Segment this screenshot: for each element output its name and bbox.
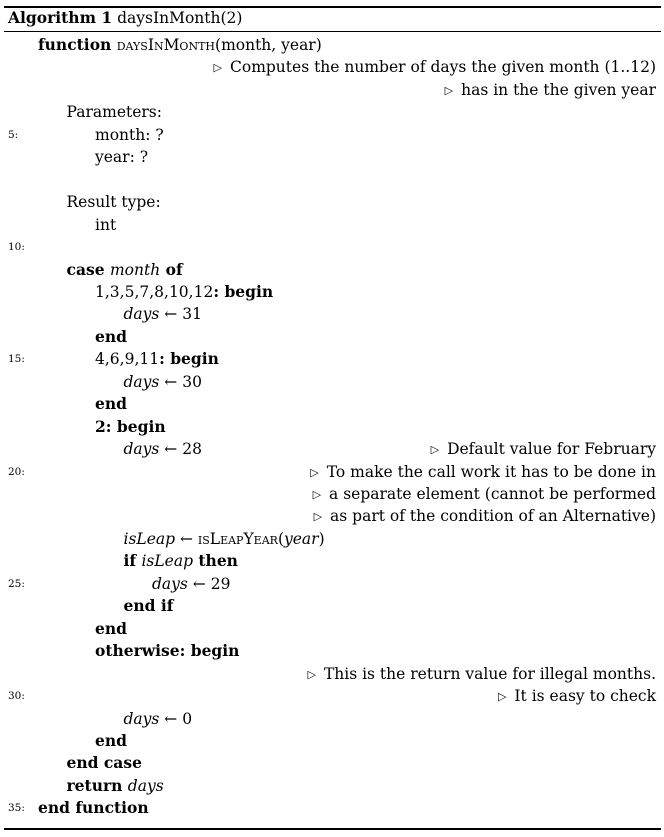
comment-triangle-icon: ▷ [313,510,323,524]
code-text [124,528,325,550]
algorithm-line [0,505,664,527]
comment [307,663,656,687]
algorithm-line [0,640,664,662]
code-text [95,393,127,415]
algorithm-line [0,79,664,101]
keyword: otherwise: begin [95,641,240,661]
code-token: int [95,215,117,234]
code-text [95,348,219,370]
algorithm-line [0,752,664,774]
comment-triangle-icon: ▷ [213,61,222,75]
line-number: 10: [8,241,25,254]
keyword: case [66,259,110,279]
algorithm-line [0,393,664,415]
comment-text: To make the call work it has to be done in [326,462,656,481]
comment [313,483,656,507]
algorithm-line [0,236,664,258]
comment-triangle-icon: ▷ [497,690,507,704]
line-number: 15: [8,353,25,366]
code-token: ← 28 [159,440,202,459]
code-text [95,416,166,438]
comment-triangle-icon: ▷ [310,465,319,479]
algorithm-line [0,797,664,819]
code-text [95,146,148,168]
algorithm-caption [8,8,242,28]
keyword: end case [66,753,142,773]
variable: days [123,372,160,391]
code-token: 1,3,5,7,8,10,12 [95,282,214,301]
algorithm-line [0,775,664,797]
comment [314,505,656,529]
variable: days [152,574,188,593]
comment [498,685,656,709]
comment-triangle-icon: ▷ [444,83,454,97]
line-number: 35: [8,802,25,815]
code-token: ) [318,529,325,548]
code-text [67,752,142,774]
algorithm-line [0,326,664,348]
algorithm-line [0,281,664,303]
comment [445,79,656,103]
algorithm-line [0,146,664,168]
keyword: 2: begin [95,416,166,436]
algorithm-line [0,550,664,572]
algorithm-line [0,438,664,460]
code-text [67,191,161,213]
algorithm-line [0,303,664,325]
code-token: ← 30 [159,372,202,391]
algorithm-line [0,124,664,146]
keyword: return [66,775,128,795]
keyword: end [95,730,127,750]
keyword: end function [38,798,149,818]
variable: isLeap [123,529,176,548]
variable: days [123,709,160,728]
code-text [38,797,149,819]
comment-text: Default value for February [447,440,656,459]
comment [310,461,656,485]
procedure-name: isLeapYear [197,529,278,548]
algorithm-line [0,461,664,483]
code-token: year: ? [95,148,149,167]
line-number: 5: [8,128,19,141]
keyword: of [160,259,183,279]
code-text [124,708,193,730]
comment-text: It is easy to check [514,687,656,706]
code-text [95,730,127,752]
code-token: Result type: [66,193,161,212]
keyword: end [95,394,127,414]
keyword: : begin [213,281,274,301]
code-token: 4,6,9,11 [95,350,160,369]
code-text [152,573,230,595]
line-number: 25: [8,577,25,590]
variable: year [284,529,319,548]
comment-text: has in the the given year [461,80,656,99]
comment-text: Computes the number of days the given month (1..12) [230,58,656,77]
algorithm-line [0,528,664,550]
code-text [95,640,239,662]
code-text [124,595,174,617]
variable: days [127,776,164,795]
caption-title: daysInMonth(2) [117,9,243,27]
keyword: : begin [159,349,219,369]
algorithm-line [0,101,664,123]
algorithm-line [0,169,664,191]
algorithm-line [0,663,664,685]
code-token: month: ? [95,125,164,144]
algorithm-line [0,730,664,752]
code-text [124,550,238,572]
algorithm-line [0,483,664,505]
code-text [95,281,273,303]
comment-text: as part of the condition of an Alternative) [330,507,656,526]
algorithm-line [0,685,664,707]
code-text [124,438,202,460]
code-text [95,326,127,348]
comment [214,56,656,80]
algorithm-line [0,573,664,595]
comment-text: a separate element (cannot be performed [329,485,656,503]
comment-triangle-icon: ▷ [312,488,322,501]
code-text [124,303,202,325]
variable: days [123,440,160,459]
comment-triangle-icon: ▷ [307,667,316,681]
keyword: function [38,35,117,54]
procedure-name: daysInMonth [116,36,216,54]
algorithm-line [0,618,664,640]
code-token: ← 31 [159,305,202,324]
algorithm-line [0,416,664,438]
code-token: ← 0 [159,709,193,728]
keyword: end if [123,596,174,616]
keyword: end [95,326,127,346]
code-text [67,259,183,281]
algorithm-line [0,191,664,213]
variable: days [123,305,160,324]
caption-label: Algorithm 1 [8,8,113,27]
bottom-rule [4,828,661,830]
keyword: if [123,551,142,571]
variable: isLeap [141,552,193,571]
code-text [124,371,202,393]
algorithm-line [0,259,664,281]
keyword: then [193,551,238,571]
comment-text: This is the return value for illegal months. [323,664,656,683]
algorithm-line [0,371,664,393]
algorithm-line [0,348,664,370]
code-text [67,775,164,797]
algorithm-line [0,708,664,730]
code-text [67,101,162,123]
code-text [95,618,127,640]
code-token: ( [277,529,284,548]
comment [431,438,656,462]
algorithm-line [0,595,664,617]
code-text [95,214,116,236]
code-token: ← 29 [187,574,231,593]
keyword: end [95,618,127,638]
line-number: 20: [8,465,25,478]
comment-triangle-icon: ▷ [430,443,440,457]
code-text [95,124,164,146]
algorithm-line [0,214,664,236]
code-text [38,34,322,56]
line-number: 30: [8,690,25,703]
code-token: Parameters: [66,103,162,122]
algorithm-line [0,56,664,78]
algorithm-line [0,34,664,56]
variable: month [109,260,161,279]
code-token: ← [175,529,198,548]
code-token: (month, year) [215,36,322,54]
caption-rule [4,31,661,32]
